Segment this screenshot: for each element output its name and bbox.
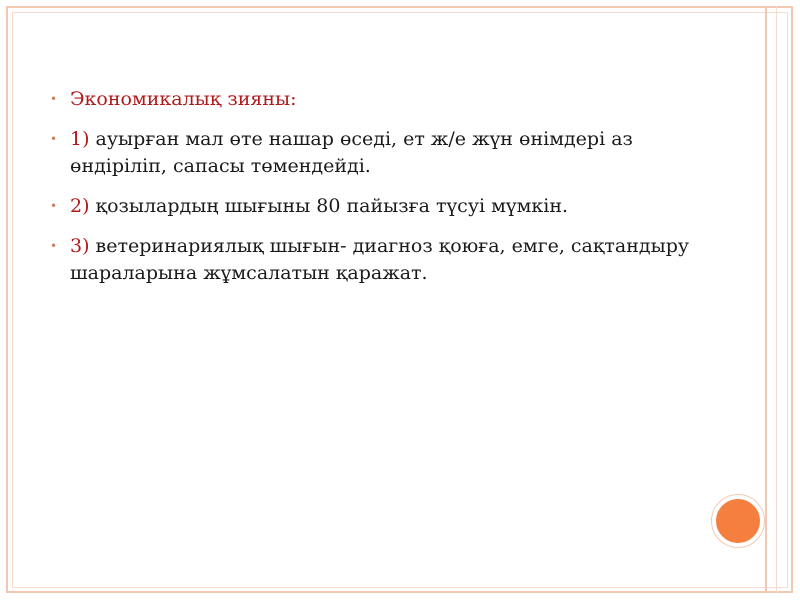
bullet-item-economic-damage: [48, 86, 698, 113]
bullet-icon: •: [50, 132, 58, 146]
bullet-number: 1): [70, 128, 90, 150]
bullet-item-2: [48, 193, 698, 220]
bullet-icon: •: [50, 92, 58, 106]
decorative-circle-icon: [712, 495, 764, 547]
decorative-stripe: [765, 6, 777, 593]
bullet-icon: •: [50, 199, 58, 213]
slide-content: [48, 86, 698, 300]
bullet-text: ветеринариялық шығын- диагноз қоюға, емге, сақтандыру шараларына жұмсалатын қаражат.: [70, 235, 690, 284]
bullet-text: қозылардың шығыны 80 пайызға түсуі мүмкін.: [89, 195, 569, 217]
bullet-icon: •: [50, 239, 58, 253]
bullet-item-1: [48, 126, 698, 180]
bullet-item-3: [48, 233, 698, 287]
bullet-number: 2): [70, 195, 90, 217]
bullet-list: [48, 86, 698, 287]
bullet-number: 3): [70, 235, 90, 257]
bullet-text: ауырған мал өте нашар өседі, ет ж/е жүн өнімдері аз өндіріліп, сапасы төмендейді.: [70, 128, 633, 177]
bullet-heading: Экономикалық зияны:: [70, 88, 297, 110]
